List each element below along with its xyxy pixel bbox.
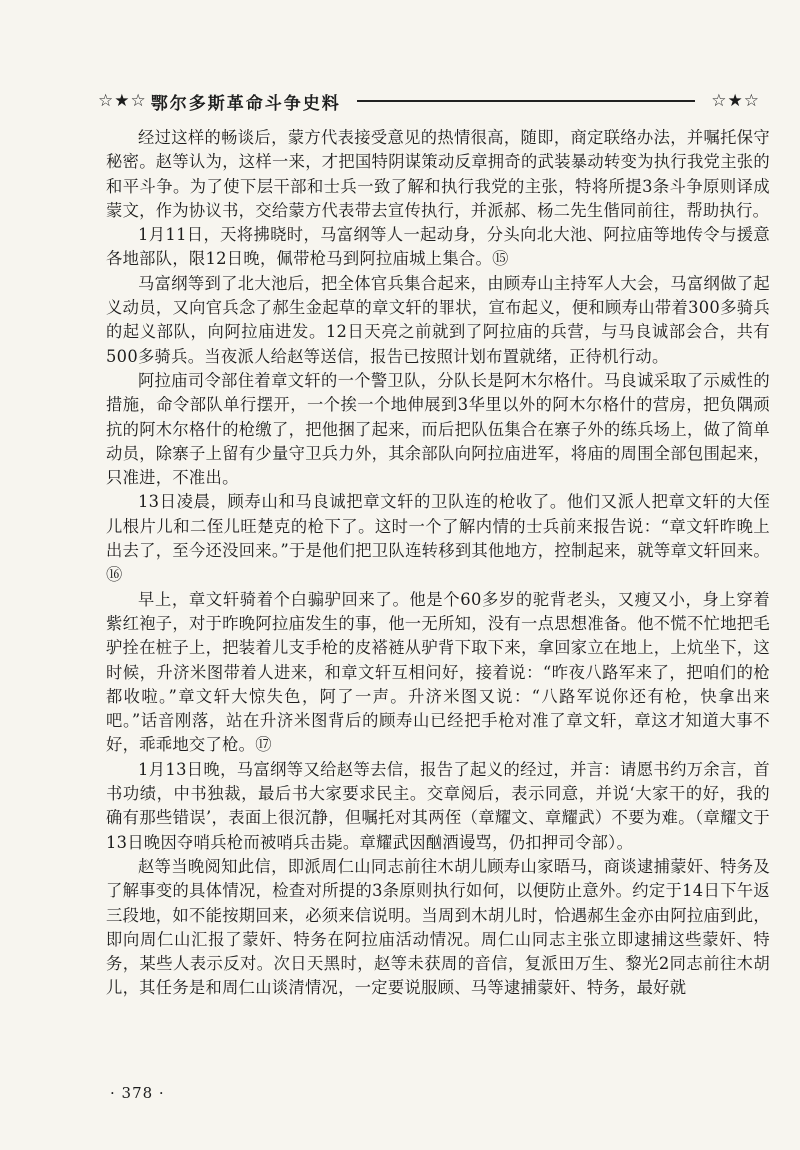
- paragraph: 早上，章文轩骑着个白骟驴回来了。他是个60多岁的驼背老头，又瘦又小，身上穿着紫红袍子，对于昨晚阿拉庙发生的事，他一无所知，没有一点思想准备。他不慌不忙地把毛驴拴在桩子上，把装着儿支手枪的皮褡裢从驴背下取下来，拿回家立在地上，上炕坐下，这时候，升济米图带着人进来，和章文轩互相问好，接着说：“昨夜八路军来了，把咱们的枪都收啦。”章文轩大惊失色，阿了一声。升济米图又说：“八路军说你还有枪，快拿出来吧。”话音刚落，站在升济米图背后的顾寿山已经把手枪对准了章文轩，章这才知道大事不好，乖乖地交了枪。⑰: [106, 589, 770, 755]
- page-number: · 378 ·: [110, 1084, 165, 1102]
- paragraph: 1月11日，天将拂晓时，马富纲等人一起动身，分头向北大池、阿拉庙等地传令与援意各地部队，限12日晚，佩带枪马到阿拉庙城上集合。⑮: [106, 225, 770, 269]
- running-header: [98, 86, 760, 116]
- body-text: [106, 126, 770, 1001]
- paragraph: 马富纲等到了北大池后，把全体官兵集合起来，由顾寿山主持军人大会，马富纲做了起义动员，又向官兵念了郝生金起草的章文轩的罪状，宣布起义，便和顾寿山带着300多骑兵的起义部队，向阿拉庙进发。12日天亮之前就到了阿拉庙的兵营，与马良诚部会合，共有500多骑兵。当夜派人给赵等送信，报告已按照计划布置就绪，正待机行动。: [106, 273, 770, 366]
- header-right-stars: ☆★☆: [711, 91, 760, 111]
- paragraph: 1月13日晚，马富纲等又给赵等去信，报告了起义的经过，并言：请愿书约万余言，首书功绩，中书独裁，最后书大家要求民主。交章阅后，表示同意，并说‘大家干的好，我的确有那些错误’，表面上很沉静，但嘱托对其两侄（章耀文、章耀武）不要为难。（章耀文于13日晚因夺哨兵枪而被哨兵击毙。章耀武因酗酒谩骂，仍扣押司令部）。: [106, 759, 770, 852]
- paragraph: 13日凌晨，顾寿山和马良诚把章文轩的卫队连的枪收了。他们又派人把章文轩的大侄儿根片儿和二侄儿旺楚克的枪下了。这时一个了解内情的士兵前来报告说：“章文轩昨晚上出去了，至今还没回来。”于是他们把卫队连转移到其他地方，控制起来，就等章文轩回来。⑯: [106, 492, 770, 585]
- book-title: 鄂尔多斯革命斗争史料: [150, 93, 341, 114]
- paragraph: 阿拉庙司令部住着章文轩的一个警卫队，分队长是阿木尔格什。马良诚采取了示威性的措施，命令部队单行摆开，一个挨一个地伸展到3华里以外的阿木尔格什的营房，把负隅顽抗的阿木尔格什的枪缴了，把他捆了起来，而后把队伍集合在寨子外的练兵场上，做了简单动员，除寨子上留有少量守卫兵力外，其余部队向阿拉庙进军，将庙的周围全部包围起来，只准进，不准出。: [106, 370, 770, 488]
- header-left-stars: ☆★☆: [98, 91, 147, 111]
- paragraph: 经过这样的畅谈后，蒙方代表接受意见的热情很高，随即，商定联络办法，并嘱托保守秘密。赵等认为，这样一来，才把国特阴谋策动反章拥奇的武装暴动转变为执行我党主张的和平斗争。为了使下层干部和士兵一致了解和执行我党的主张，特将所提3条斗争原则译成蒙文，作为协议书，交给蒙方代表带去宣传执行，并派郝、杨二先生偕同前往，帮助执行。: [106, 128, 770, 220]
- header-rule: [357, 100, 696, 102]
- paragraph: 赵等当晚阅知此信，即派周仁山同志前往木胡儿顾寿山家晤马，商谈逮捕蒙奸、特务及了解事变的具体情况，检查对所提的3条原则执行如何，以便防止意外。约定于14日下午返三段地，如不能按期回来，必须来信说明。当周到木胡儿时，恰遇郝生金亦由阿拉庙到此，即向周仁山汇报了蒙奸、特务在阿拉庙活动情况。周仁山同志主张立即逮捕这些蒙奸、特务，某些人表示反对。次日天黑时，赵等未获周的音信，复派田万生、黎光2同志前往木胡儿，其任务是和周仁山谈清情况，一定要说服顾、马等逮捕蒙奸、特务，最好就: [106, 856, 770, 998]
